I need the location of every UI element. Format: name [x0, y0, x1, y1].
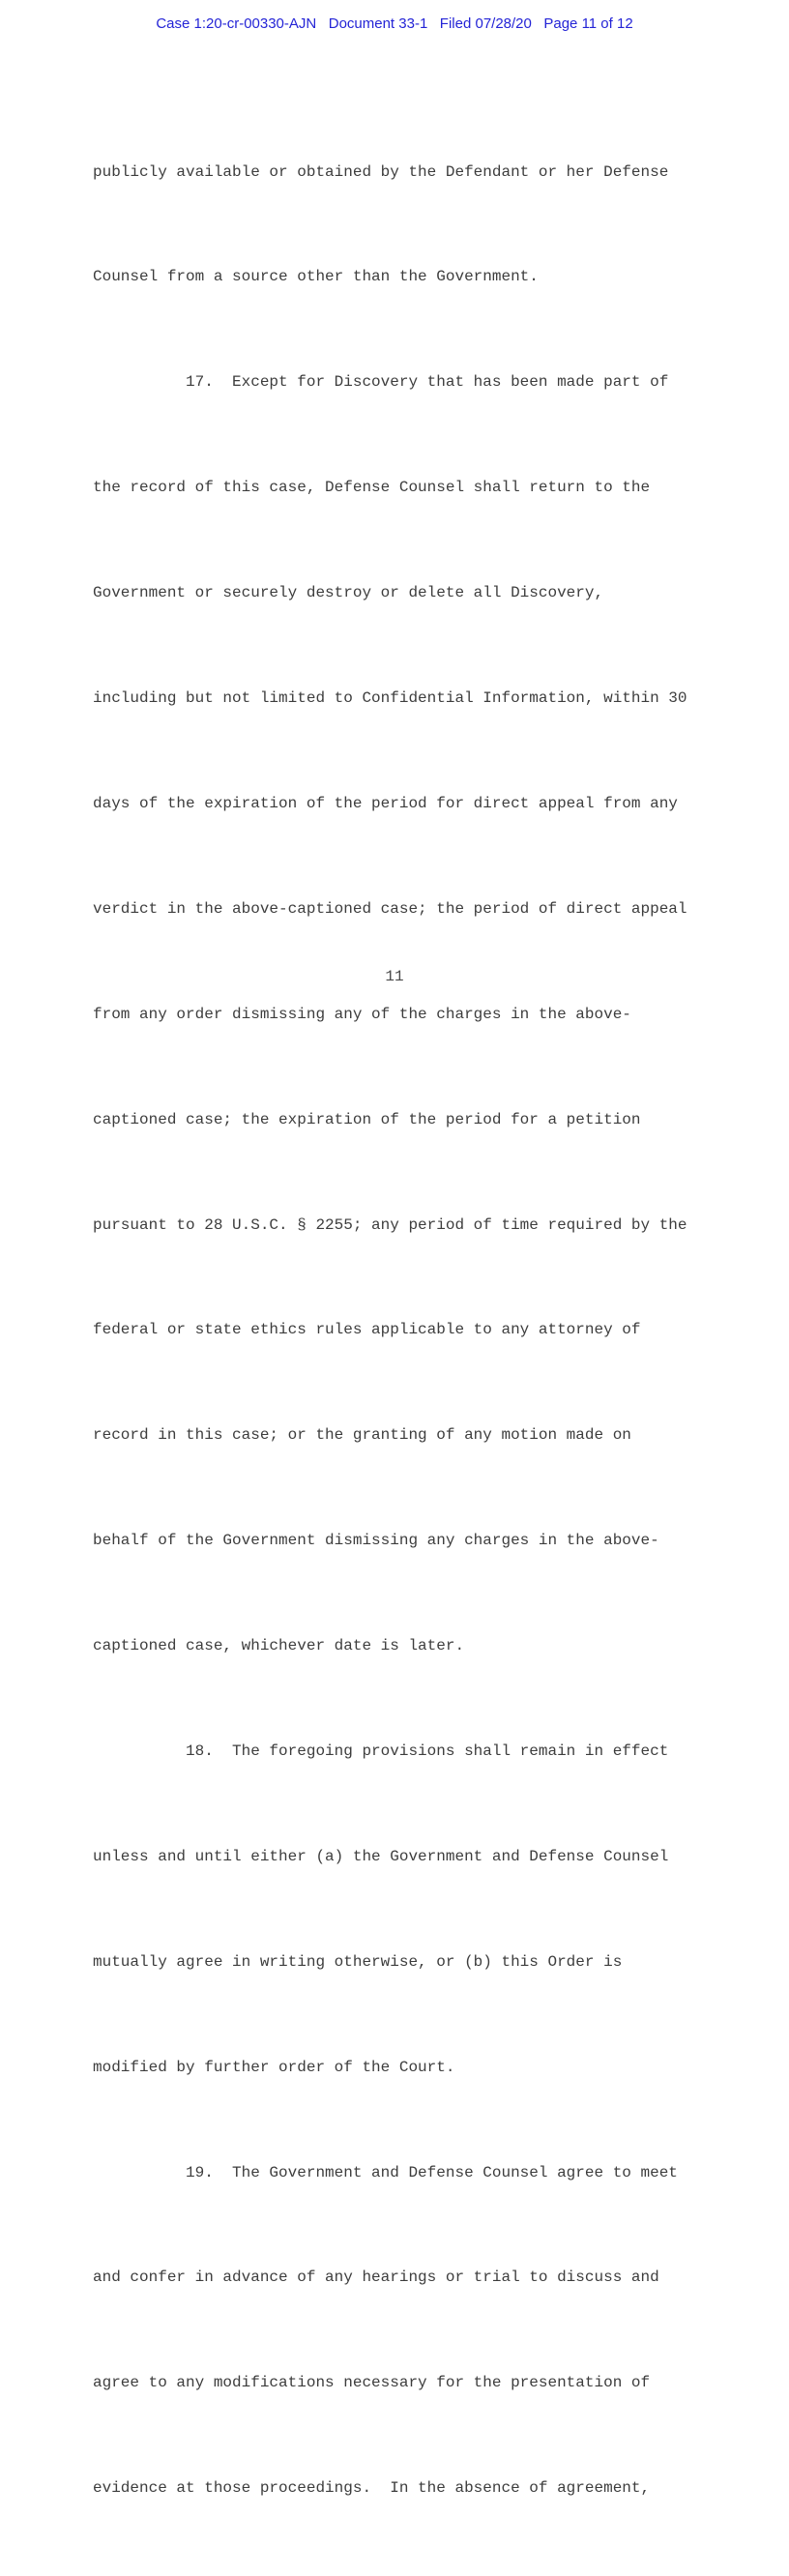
text-line: including but not limited to Confidential Information, within 30	[93, 689, 687, 708]
text-line: captioned case; the expiration of the period for a petition	[93, 1110, 641, 1128]
text-line paragraph-19-start: 19. The Government and Defense Counsel agree to meet	[93, 2163, 678, 2181]
text-line: mutually agree in writing otherwise, or (b) this Order is	[93, 1952, 623, 1971]
text-line: days of the expiration of the period for direct appeal from any	[93, 794, 678, 812]
text-line: unless and until either (a) the Government and Defense Counsel	[93, 1847, 669, 1865]
text-line paragraph-17-start: 17. Except for Discovery that has been made part of	[93, 373, 669, 392]
text-line: federal or state ethics rules applicable to any attorney of	[93, 1321, 641, 1339]
text-line: and confer in advance of any hearings or trial to discuss and	[93, 2269, 659, 2287]
case-caption-header: Case 1:20-cr-00330-AJN Document 33-1 Filed 07/28/20 Page 11 of 12	[156, 15, 633, 32]
text-line: evidence at those proceedings. In the absence of agreement,	[93, 2479, 651, 2498]
text-line: publicly available or obtained by the Defendant or her Defense	[93, 162, 669, 181]
text-line: verdict in the above-captioned case; the period of direct appeal	[93, 899, 687, 918]
text-line: behalf of the Government dismissing any charges in the above-	[93, 1532, 659, 1550]
text-line paragraph-18-start: 18. The foregoing provisions shall remain in effect	[93, 1742, 669, 1760]
text-line: from any order dismissing any of the charges in the above-	[93, 1005, 631, 1023]
text-line: record in this case; or the granting of any motion made on	[93, 1426, 631, 1445]
text-line: the record of this case, Defense Counsel shall return to the	[93, 479, 651, 497]
text-line: captioned case, whichever date is later.	[93, 1637, 465, 1655]
text-line: modified by further order of the Court.	[93, 2058, 455, 2076]
text-line: Counsel from a source other than the Government.	[93, 268, 539, 286]
document-body	[93, 84, 692, 2576]
text-line: agree to any modifications necessary for the presentation of	[93, 2374, 651, 2392]
page-number: 11	[385, 968, 404, 985]
text-line: Government or securely destroy or delete all Discovery,	[93, 584, 604, 602]
text-line: pursuant to 28 U.S.C. § 2255; any period of time required by the	[93, 1215, 687, 1234]
